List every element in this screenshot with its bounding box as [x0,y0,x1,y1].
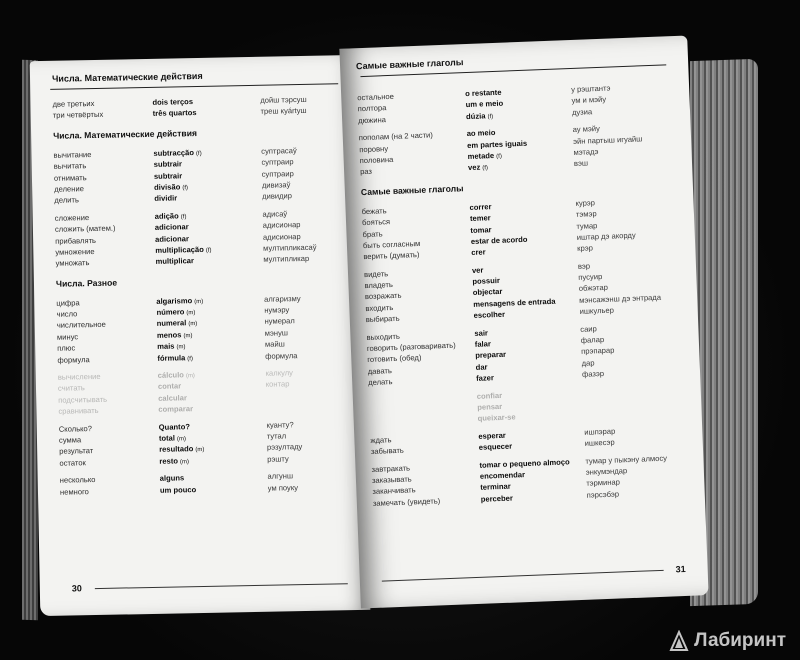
russian-word: быть согласным [362,238,421,251]
russian-word: цифра [56,297,80,308]
gender-marker: (m) [176,344,186,351]
transcription: мэтадэ [573,146,599,157]
transcription: крэр [577,243,594,254]
portuguese-word: fazer [475,373,495,384]
gender-marker: (f) [482,165,489,172]
russian-word: умножать [55,258,90,269]
russian-word: замечать (увидеть) [372,496,441,508]
portuguese-cell [158,402,266,415]
transcription [583,406,673,421]
vocabulary-list [52,93,356,504]
transcription: суптраир [261,168,294,179]
gender-marker: (m) [195,447,205,454]
portuguese-word: estar de acordo [470,234,528,246]
transcription: адисаў [262,209,288,219]
portuguese-word: algarismo [156,295,193,306]
transcription: формула [265,350,298,361]
russian-word: выбирать [365,314,400,325]
russian-word: результат [59,446,94,457]
transcription: ум поуку [267,482,299,493]
transcription: тумар [576,220,598,231]
word-group [357,80,678,126]
russian-word: забывать [370,445,404,457]
portuguese-word: fórmula [157,352,186,363]
transcription: дивидир [262,191,293,202]
page-number: 31 [675,563,686,575]
russian-word: деление [54,184,84,194]
russian-word: умножение [55,246,95,257]
running-head: Самые важные глаголы [355,57,464,72]
portuguese-word: adicionar [155,233,189,244]
portuguese-word: esperar [478,430,506,441]
transcription: ау мэйу [572,124,600,135]
gender-marker: (m) [176,436,187,443]
watermark [668,630,786,652]
right-page [339,36,708,609]
portuguese-word: mensagens de entrada [473,296,556,309]
portuguese-word: adicionar [154,222,189,232]
portuguese-word: queixar-se [477,412,516,424]
transcription: мэнуш [264,328,289,338]
portuguese-word: pensar [477,401,503,412]
transcription: тумар у пыкэну алмосу [585,453,668,466]
word-group [361,194,683,263]
russian-word: немного [59,486,89,497]
gender-marker: (f) [187,355,194,362]
russian-word: возражать [364,291,402,302]
transcription: адисионар [262,231,301,242]
portuguese-word: subtrair [153,159,183,170]
page-number: 30 [71,583,82,594]
transcription: дар [581,358,595,368]
transcription: тутал [266,431,287,441]
transcription: эйн партыш игуайш [572,133,643,146]
transcription: фазэр [581,369,605,380]
russian-word: видеть [363,268,389,279]
portuguese-word: metade [467,150,495,161]
russian-word: раз [359,167,373,177]
vocabulary-list [357,80,693,515]
portuguese-word: falar [474,339,492,349]
russian-word: остаток [59,457,86,468]
left-page [30,55,371,616]
transcription: контар [265,379,290,390]
russian-word: делать [368,377,393,388]
transcription: энкумэндар [585,466,628,477]
gender-marker: (m) [186,310,196,317]
portuguese-word: em partes iguais [466,138,528,150]
russian-word: три четвёртых [52,110,104,121]
transcription: мэнсажэнш дэ энтрада [579,292,662,305]
gender-marker: (f) [195,150,202,157]
portuguese-cell [159,454,267,467]
portuguese-word: ver [471,265,484,275]
russian-word: вычитание [53,149,92,160]
header-rule [50,83,338,90]
portuguese-word: resultado [159,444,194,455]
portuguese-word: correr [469,201,492,212]
portuguese-word: confiar [476,390,503,401]
portuguese-word: vez [467,162,481,173]
russian-word: остальное [357,91,395,103]
portuguese-cell [157,350,265,363]
transcription: пусуир [578,272,603,282]
russian-word: полтора [357,103,387,114]
gender-marker: (m) [179,459,190,466]
word-group [59,418,356,469]
portuguese-word: um e meio [465,99,504,110]
transcription: алгаризму [264,293,301,304]
portuguese-word: multiplicação [155,244,204,255]
transcription: нумэру [264,305,290,315]
transcription: вэш [573,158,589,169]
transcription: дойш тэрсуш [260,94,307,105]
running-head: Числа. Математические действия [51,70,203,84]
portuguese-word: perceber [480,493,514,504]
transcription: нумерал [264,316,295,327]
word-group [53,144,350,207]
russian-word: отнимать [53,172,87,183]
transcription [266,400,354,413]
transcription: рэзултаду [266,442,303,453]
russian-word: сложение [54,212,90,223]
portuguese-word: terminar [480,481,511,493]
footer-rule [382,570,664,582]
word-group [55,207,352,270]
portuguese-word: tomar o pequeno almoço [479,456,570,470]
portuguese-word: o restante [465,87,502,99]
portuguese-word: preparar [475,350,507,361]
russian-word: давать [367,365,393,376]
transcription: иштар дэ акорду [576,230,636,242]
portuguese-word: um pouco [159,484,197,495]
russian-word: заканчивать [372,485,416,497]
transcription: мултипликасаў [263,242,317,253]
russian-word: владеть [364,280,393,291]
portuguese-word: crer [471,247,486,258]
transcription: суптрасаў [261,145,297,156]
russian-word: дюжина [357,114,387,125]
labyrinth-logo-icon [668,630,690,652]
russian-word: половина [359,154,394,166]
portuguese-word: dúzia [465,111,486,121]
portuguese-word: número [156,307,185,317]
portuguese-word: multiplicar [155,256,195,267]
section-title: Самые важные глаголы [360,182,464,197]
transcription: дузиа [571,107,593,117]
portuguese-word: cálculo [157,370,184,380]
portuguese-word: tomar [470,224,492,235]
transcription: у рэштантэ [570,83,611,95]
word-group [359,120,681,178]
transcription: куанту? [266,419,294,430]
gender-marker: (f) [180,213,187,221]
transcription: ум и мэйу [571,95,607,106]
word-group [369,382,690,428]
transcription: прэпарар [581,345,615,357]
transcription: саир [580,323,597,334]
transcription: суптраир [261,157,294,167]
portuguese-word: escolher [473,309,506,321]
russian-word: Сколько? [58,423,93,434]
gender-marker: (m) [188,321,198,328]
word-group [60,469,356,497]
transcription: адисионар [262,220,301,230]
portuguese-word: divisão [154,182,181,192]
portuguese-word: menos [156,330,182,340]
portuguese-word: mais [157,341,175,352]
portuguese-word: alguns [159,473,185,483]
transcription: ишпэрар [584,426,616,437]
portuguese-cell [153,106,261,119]
russian-word: сравнивать [58,406,99,416]
transcription: рэшту [267,454,289,464]
gender-marker: (f) [205,247,212,254]
transcription: ишкульер [579,305,615,317]
russian-word: бежать [361,205,387,216]
russian-word: делить [54,195,79,206]
russian-word: брать [362,228,383,239]
transcription: фалар [580,334,605,345]
portuguese-word: resto [159,456,179,466]
russian-word: завтракать [371,463,411,474]
russian-word: пополам (на 2 части) [358,130,434,143]
portuguese-word: dividir [154,193,178,204]
russian-word: поровну [359,143,389,154]
gender-marker: (m) [194,298,204,305]
word-group [364,257,686,326]
russian-word: числительное [56,320,106,331]
russian-word: заказывать [371,474,412,485]
portuguese-word: esquecer [478,441,513,452]
word-group [366,319,688,388]
russian-word: считать [57,383,85,394]
russian-word: ждать [370,434,392,445]
russian-word: вычисление [57,371,101,382]
transcription: алгунш [267,471,294,481]
word-group [58,366,355,417]
portuguese-word: adição [154,211,179,221]
russian-word: подсчитывать [58,394,108,405]
portuguese-cell [155,254,263,267]
russian-word: вычитать [53,161,87,171]
portuguese-cell [154,191,262,204]
portuguese-word: contar [157,381,182,392]
footer-rule [95,583,348,589]
transcription: майш [264,339,285,350]
watermark-text: Лабиринт [694,630,786,651]
portuguese-word: dar [475,362,488,372]
portuguese-word: possuir [472,275,500,287]
russian-word: сложить (матем.) [54,223,116,234]
word-group [56,292,353,366]
russian-word: формула [57,354,90,365]
transcription: вэр [577,261,591,271]
transcription: тэрминар [586,477,621,489]
portuguese-word: dois terços [152,97,194,107]
section-title: Числа. Математические действия [53,127,198,141]
gender-marker: (m) [183,333,193,340]
transcription: мултипликар [263,254,310,265]
transcription: курэр [575,197,596,208]
portuguese-word: calcular [158,393,187,403]
gender-marker: (f) [496,153,503,160]
russian-word: говорить (разговаривать) [366,340,456,354]
russian-word: две третьих [52,98,95,109]
section-title: Числа. Разное [55,277,118,289]
russian-word: несколько [59,475,96,485]
russian-word: число [56,309,78,319]
transcription: дивизаў [261,180,291,190]
portuguese-word: numeral [156,318,187,329]
portuguese-word: ao meio [466,128,496,139]
russian-word: минус [56,332,79,342]
transcription: обжэтар [578,283,609,294]
portuguese-word: subtrair [153,170,183,181]
gender-marker: (m) [185,373,195,380]
transcription: ишкесэр [584,437,615,448]
russian-word: бояться [361,217,391,228]
russian-word: верить (думать) [363,250,420,262]
russian-word: сумма [58,435,82,445]
portuguese-word: subtracção [153,147,195,158]
portuguese-word: comparar [158,404,194,415]
russian-word: прибавлять [55,235,97,246]
russian-word: готовить (обед) [367,353,422,365]
gender-marker: (f) [487,113,494,121]
portuguese-word: total [158,433,176,443]
portuguese-cell [160,482,268,495]
portuguese-word: objectar [472,287,503,298]
transcription: калкулу [265,368,294,378]
transcription: пэрсэбэр [586,489,620,500]
transcription: тэмэр [575,209,597,220]
russian-word: выходить [366,331,400,342]
gender-marker: (f) [182,185,189,192]
russian-word: плюс [57,343,76,353]
transcription: треш куártуш [260,106,307,117]
portuguese-word: encomendar [479,470,526,481]
portuguese-word: Quanto? [158,421,191,432]
portuguese-word: temer [469,213,491,224]
portuguese-word: sair [474,328,489,338]
word-group [52,93,348,121]
word-group [371,451,693,509]
russian-word: входить [365,302,394,313]
portuguese-word: três quartos [152,108,197,119]
